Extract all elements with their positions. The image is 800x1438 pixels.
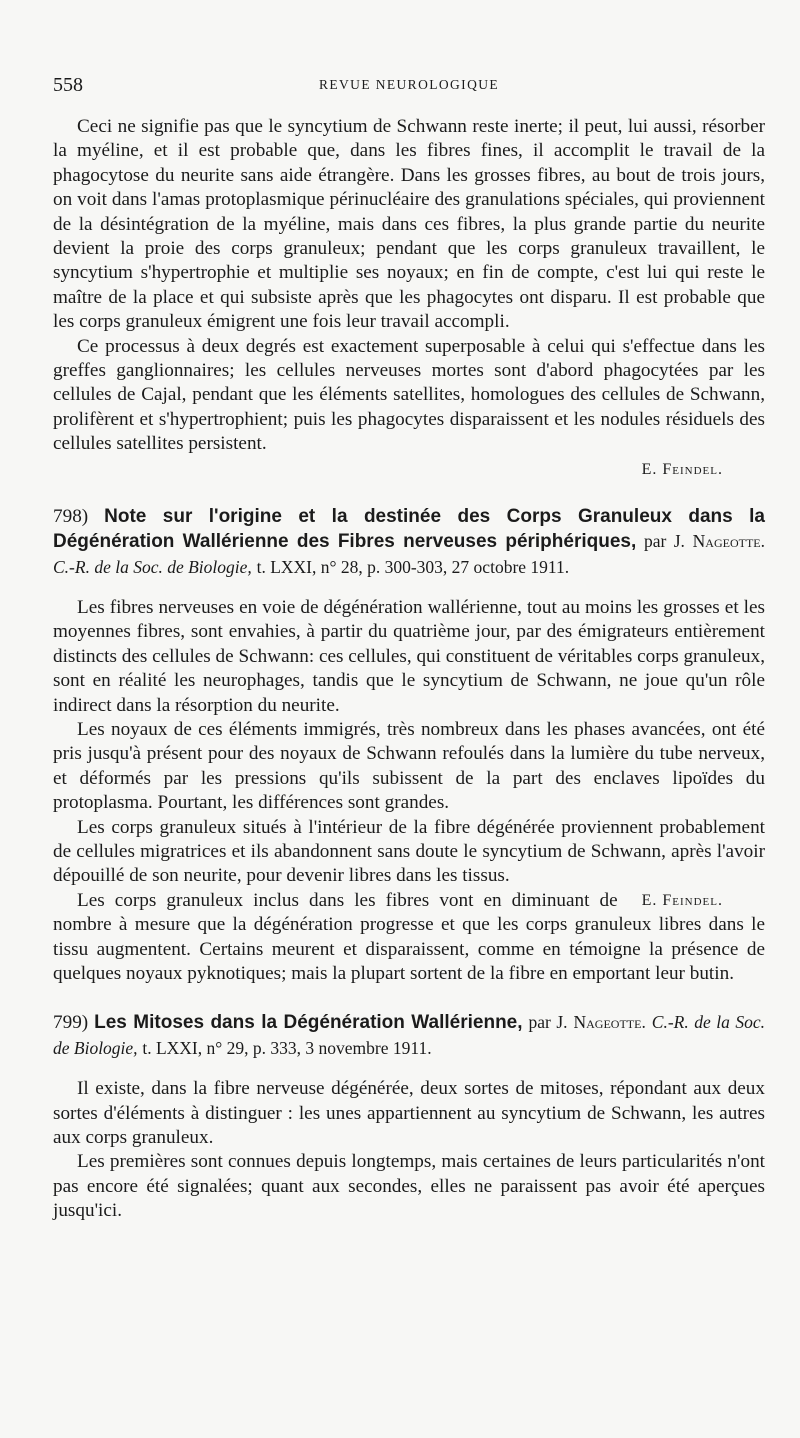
page-number: 558 [53,74,83,96]
journal-title: REVUE NEUROLOGIQUE [318,77,500,92]
entry-title: Les Mitoses dans la Dégénération Wallérienne, [94,1012,523,1034]
body-paragraph: Ce processus à deux degrés est exactement superposable à celui qui s'effectue dans les greffes ganglionnaires; les cellules nerveuses mortes sont d'abord phagocytées par les cellules de Cajal, pendant que les éléments satellites, homologues des cellules de Schwann, prolifèrent et s'hypertrophient; puis les phagocytes disparaissent et les nodules résiduels des cellules satellites persistent. [53,335,765,455]
signature: E. Feindel. [641,460,723,478]
author-prefix: par J. [644,531,685,552]
abstract-entry-799 [53,1010,765,1223]
running-header [53,74,765,96]
citation-details: t. LXXI, n° 29, p. 333, 3 novembre 1911. [142,1037,432,1058]
page-content [53,115,765,1224]
signature: E. Feindel. [641,891,723,909]
entry-title: Note sur l'origine et la destinée des Corps Granuleux dans la Dégénération Wallérienne des Fibres nerveuses périphériques, [53,505,765,553]
body-paragraph: Les premières sont connues depuis longtemps, mais certaines de leurs particularités n'ont pas encore été signalées; quant aux secondes, elles ne paraissent pas avoir été aperçues jusqu'ici. [53,1151,765,1222]
body-paragraph: Les fibres nerveuses en voie de dégénération wallérienne, tout au moins les grosses et les moyennes fibres, sont envahies, à partir du quatrième jour, par des émigrateurs entièrement distincts des cellules de Schwann: ces cellules, qui constituent de véritables corps granuleux, sont en réalité les neurophages, tandis que le syncytium de Schwann, ne joue qu'un rôle indirect dans la résorption du neurite. [53,596,765,716]
body-paragraph: Il existe, dans la fibre nerveuse dégénérée, deux sortes de mitoses, répondant aux deux sortes d'éléments à distinguer : les unes appartiennent au syncytium de Schwann, les autres aux corps granuleux. [53,1078,765,1149]
body-paragraph [53,889,765,987]
body-paragraph: Ceci ne signifie pas que le syncytium de Schwann reste inerte; il peut, lui aussi, résorber la myéline, et il est probable que, dans les fibres fines, il accomplit le travail de la phagocytose du neurite sans aide étrangère. Dans les grosses fibres, au bout de trois jours, on voit dans l'amas protoplasmique périnucléaire des granulations spéciales, qui proviennent de la désintégration de la myéline, mais dans ces fibres, la plus grande partie du neurite devient la proie des corps granuleux; pendant que les corps granuleux travaillent, le syncytium s'hypertrophie et multiplie ses noyaux; en fin de compte, c'est lui qui reste le maître de la place et qui subsiste après que les phagocytes ont disparu. Il est probable que les corps granuleux émigrent une fois leur travail accompli. [53,116,765,333]
source-journal: C.-R. de la Soc. de Biologie, [53,1012,766,1058]
entry-heading [53,505,765,580]
body-paragraph: Les corps granuleux situés à l'intérieur de la fibre dégénérée proviennent probablement de cellules migratrices et ils abandonnent sans doute le syncytium de Schwann, après l'avoir dépouillé de son neurite, pour devenir libres dans les tissus. [53,816,765,887]
intro-continuation [53,115,765,481]
author-name: Nageotte. [573,1012,646,1033]
entry-number: 798) [53,505,89,527]
abstract-body [53,1077,765,1223]
entry-number: 799) [53,1012,89,1034]
abstract-body [53,596,765,987]
body-paragraph: Les noyaux de ces éléments immigrés, très nombreux dans les phases avancées, ont été pris jusqu'à présent pour des noyaux de Schwann refoulés dans la lumière du tube nerveux, et déformés par les pressions qu'ils subissent de la part des enclaves lipoïdes du protoplasma. Pourtant, les différences sont grandes. [53,718,765,814]
source-journal: C.-R. de la Soc. de Biologie, [53,556,252,577]
citation-details: t. LXXI, n° 28, p. 300-303, 27 octobre 1911. [256,556,570,577]
author-name: Nageotte. [692,531,766,552]
paragraph-text: Les corps granuleux inclus dans les fibres vont en diminuant de nombre à mesure que la dégénération progresse et que les corps granuleux libres dans le tissu augmentent. Certains meurent et disparaissent, comme en témoigne la présence de quelques noyaux pyknotiques; mais la plupart sortent de la fibre en emportant leur butin. [53,889,765,984]
author-prefix: par J. [528,1012,568,1033]
entry-heading [53,1010,765,1061]
abstract-entry-798 [53,505,765,987]
